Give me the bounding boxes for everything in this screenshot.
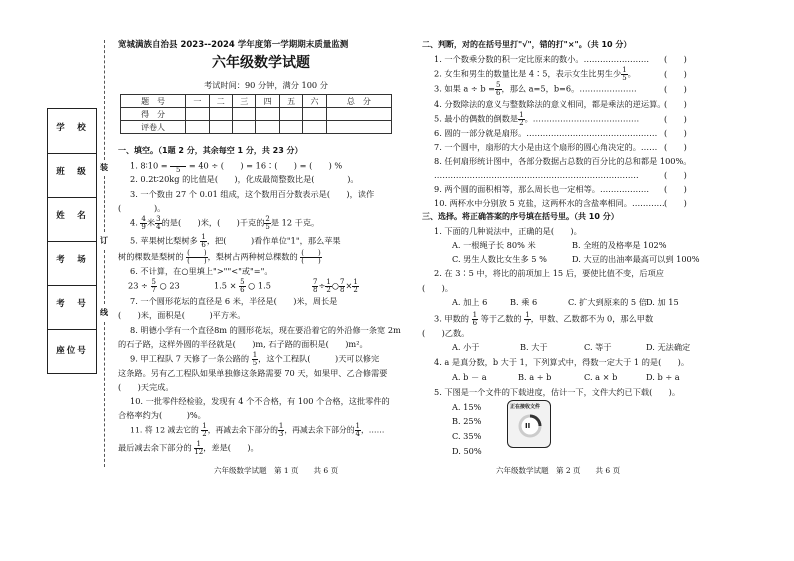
pause-icon[interactable]: II <box>525 422 531 430</box>
question-1-8a: 8. 明德小学有一个直径8m 的圆形花坛，现在要沿着它的外沿修一条宽 2m <box>130 325 401 335</box>
choice-q3b: ( )乙数。 <box>422 328 470 338</box>
question-1-10a: 10. 一批零件经检验，发现有 4 个不合格，有 100 个合格，这批零件的 <box>130 396 390 406</box>
choice-q2-opt-d[interactable]: D. 加 15 <box>646 297 679 307</box>
choice-q4-opt-d[interactable]: D. b ÷ a <box>646 372 680 382</box>
grader-cell[interactable] <box>256 121 279 134</box>
binding-mark-ding: 订 <box>100 236 108 245</box>
score-header-cell: 三 <box>233 95 256 108</box>
judge-paren[interactable]: ( ) <box>664 184 687 194</box>
question-1-9b: 这条路。另有乙工程队如果单独修这条路需要 70 天，如果甲、乙合修需要 <box>118 368 388 378</box>
score-header-cell: 五 <box>279 95 302 108</box>
judge-paren[interactable]: ( ) <box>664 54 687 64</box>
judge-paren[interactable]: ( ) <box>664 114 687 124</box>
choice-q4-opt-b[interactable]: B. a ÷ b <box>518 372 552 382</box>
score-header-cell: 一 <box>186 95 209 108</box>
question-1-10b: 合格率约为( )%。 <box>118 410 206 420</box>
choice-q2-opt-c[interactable]: C. 扩大到原来的 5 倍 <box>568 297 647 307</box>
question-1-7b: ( )米，面积是( )平方米。 <box>118 310 246 320</box>
question-1-11b: 最后减去余下部分的 $\frac{1}{12}$ ，差是( )。 <box>118 440 259 456</box>
choice-q1-opt-c[interactable]: C. 男生人数比女生多 5 % <box>452 254 547 264</box>
grader-cell[interactable] <box>279 121 302 134</box>
question-1-6c: 1.5 × $\frac{5}{6}$ ○ 1.5 <box>214 278 271 294</box>
judge-item-6: 6. 圆的一部分就是扇形。………………………………………… <box>434 128 658 138</box>
subject-title: 六年级数学试题 <box>212 55 310 71</box>
score-cell[interactable] <box>209 108 232 121</box>
choice-q5-opt-d[interactable]: D. 50% <box>452 446 482 456</box>
grader-cell[interactable] <box>303 121 326 134</box>
question-1-6a: 6. 不计算，在○里填上">""<"或"="。 <box>130 266 273 276</box>
judge-paren[interactable]: ( ) <box>664 69 687 79</box>
binding-mark-xian: 线 <box>100 308 108 317</box>
choice-q2-opt-a[interactable]: A. 加上 6 <box>452 297 488 307</box>
judge-item-7: 7. 一个圆中，扇形的大小是由这个扇形的圆心角决定的。…… <box>434 142 658 152</box>
grader-cell[interactable] <box>209 121 232 134</box>
grader-cell[interactable] <box>186 121 209 134</box>
choice-q3-opt-c[interactable]: C. 等于 <box>584 342 612 352</box>
label-seat-number: 座位号 <box>56 346 88 356</box>
label-exam-number: 考 号 <box>56 299 88 309</box>
exam-title: 宽城满族自治县 2023--2024 学年度第一学期期末质量监测 <box>118 40 349 50</box>
score-row-label: 得 分 <box>121 108 186 121</box>
score-header-cell: 四 <box>256 95 279 108</box>
choice-q4: 4. a 是真分数，b 大于 1，下列算式中，得数一定大于 1 的是( )。 <box>434 357 690 367</box>
judge-item-10: 10. 两杯水中分别放 5 克盐，这两杯水的含盐率相同。………… <box>434 198 665 208</box>
footer-left: 六年级数学试题 第 1 页 共 6 页 <box>214 466 339 475</box>
question-1-9c: ( )天完成。 <box>118 382 174 392</box>
choice-q1-opt-d[interactable]: D. 大豆的出油率最高可以到 100% <box>572 254 700 264</box>
choice-q5-opt-b[interactable]: B. 25% <box>452 416 482 426</box>
choice-q3a: 3. 甲数的 $\frac{1}{6}$ 等于乙数的 $\frac{1}{7}$ ，甲数、乙数都不为 0，那么甲数 <box>434 311 654 327</box>
question-1-6b: 23 ÷ $\frac{5}{7}$ ○ 23 <box>128 278 180 294</box>
binding-line <box>104 40 105 160</box>
choice-q3-opt-a[interactable]: A. 小于 <box>452 342 480 352</box>
choice-q3-opt-b[interactable]: B. 大于 <box>520 342 548 352</box>
label-exam-room: 考 场 <box>56 255 88 265</box>
score-header-cell: 题 号 <box>121 95 186 108</box>
question-1-7a: 7. 一个圆形花坛的直径是 6 米，半径是( )米，周长是 <box>130 296 338 306</box>
judge-item-1: 1. 一个数乘分数的积一定比原来的数小。…………………… <box>434 54 650 64</box>
question-1-9a: 9. 甲工程队 7 天修了一条公路的 $\frac{1}{5}$ ，这个工程队( )天可以修完 <box>130 351 380 367</box>
score-cell[interactable] <box>233 108 256 121</box>
choice-q4-opt-a[interactable]: A. b － a <box>452 372 487 382</box>
label-name: 姓 名 <box>56 211 88 221</box>
choice-q2-opt-b[interactable]: B. 乘 6 <box>510 297 538 307</box>
footer-right: 六年级数学试题 第 2 页 共 6 页 <box>496 466 621 475</box>
score-table <box>120 94 392 134</box>
choice-q1-opt-b[interactable]: B. 全班的及格率是 102% <box>572 240 667 250</box>
question-1-8b: 的石子路，这样外圆的半径就是( )m, 石子路的面积是( )m²。 <box>118 339 368 349</box>
label-class: 班 级 <box>56 167 88 177</box>
score-cell[interactable] <box>279 108 302 121</box>
score-header-cell: 总 分 <box>326 95 391 108</box>
section2-title: 二、判断，对的在括号里打"√"，错的打"×"。（共 10 分） <box>422 40 632 49</box>
judge-item-3: 3. 如果 a ÷ b = $\frac{5}{6}$ ，那么 a=5，b=6。………………… <box>434 81 637 97</box>
score-header-cell: 二 <box>209 95 232 108</box>
question-1-5a: 5. 苹果树比梨树多 $\frac{1}{6}$ ，把( )看作单位"1"，那么苹果 <box>130 233 341 249</box>
judge-item-5: 5. 最小的偶数的倒数是 $\frac{1}{2}$ 。………………………………… <box>434 111 640 127</box>
choice-q5-opt-a[interactable]: A. 15% <box>452 402 482 412</box>
question-1-1: 1. 8∶10 = 5 = 40 ÷ ( ) = 16∶( ) = ( ) % <box>130 160 343 174</box>
choice-q1: 1. 下面的几种说法中，正确的是( )。 <box>434 226 582 236</box>
choice-q2a: 2. 在 3∶5 中，将比的前项加上 15 后，要使比值不变，后项应 <box>434 268 664 278</box>
choice-q3-opt-d[interactable]: D. 无法确定 <box>646 342 691 352</box>
download-label: 正在接收文件 <box>510 404 541 410</box>
judge-paren[interactable]: ( ) <box>664 198 687 208</box>
question-1-11a: 11. 将 12 减去它的 $\frac{1}{2}$ ，再减去余下部分的 $\frac{1}{3}$ ，再减去余下部分的 $\frac{1}{4}$ ，…… <box>130 422 385 438</box>
judge-item-2: 2. 女生和男生的数量比是 4∶5，表示女生比男生少 $\frac{1}{5}$ 。 <box>434 66 636 82</box>
judge-paren[interactable]: ( ) <box>664 142 687 152</box>
exam-info: 考试时间：90 分钟，满分 100 分 <box>204 80 328 90</box>
question-1-3b: ( )。 <box>118 203 166 213</box>
label-school: 学 校 <box>56 123 88 133</box>
question-1-2: 2. 0.2t∶20kg 的比值是( )，化成最简整数比是( )。 <box>130 174 359 184</box>
question-1-5b: 树的棵数是梨树的 $\frac{( )}{( )}$ ，梨树占两种树总棵数的 $\frac{( )}{( )}$ <box>118 249 321 265</box>
section3-title: 三、选择。将正确答案的序号填在括号里。（共 10 分） <box>422 212 619 221</box>
score-cell[interactable] <box>256 108 279 121</box>
binding-mark-zhuang: 装 <box>100 163 108 172</box>
score-cell[interactable] <box>186 108 209 121</box>
choice-q5: 5. 下图是一个文件的下载进度，估计一下，文件大约已下载( )。 <box>434 387 681 397</box>
judge-item-4: 4. 分数除法的意义与整数除法的意义相同，都是乘法的逆运算。 <box>434 99 666 109</box>
judge-paren[interactable]: ( ) <box>664 99 687 109</box>
choice-q5-opt-c[interactable]: C. 35% <box>452 431 482 441</box>
download-widget <box>507 400 551 448</box>
judge-paren[interactable]: ( ) <box>664 128 687 138</box>
grader-cell[interactable] <box>233 121 256 134</box>
question-1-4: 4. $\frac{4}{9}$ 米 $\frac{3}{4}$ 的是( )米，( )千克的 $\frac{2}{5}$ 是 12 千克。 <box>130 215 320 231</box>
score-cell[interactable] <box>326 108 391 121</box>
judge-paren[interactable]: ( ) <box>664 84 687 94</box>
choice-q2b: ( )。 <box>422 283 453 293</box>
judge-paren[interactable]: ( ) <box>664 170 687 180</box>
question-1-3a: 3. 一个数由 27 个 0.01 组成，这个数用百分数表示是( )，读作 <box>130 189 375 199</box>
section1-title: 一、填空。（1题 2 分，其余每空 1 分，共 23 分） <box>118 146 303 155</box>
choice-q1-opt-a[interactable]: A. 一根绳子长 80% 米 <box>452 240 536 250</box>
student-info-box <box>47 108 97 374</box>
score-cell[interactable] <box>303 108 326 121</box>
score-header-cell: 六 <box>303 95 326 108</box>
choice-q4-opt-c[interactable]: C. a × b <box>584 372 618 382</box>
grader-cell[interactable] <box>326 121 391 134</box>
judge-item-8: 8. 任何扇形统计图中，各部分数据占总数的百分比的总和都是 100%。 <box>434 156 692 166</box>
question-1-6d: $\frac{7}{8}$ ÷ $\frac{1}{2}$ ○ $\frac{7}{8}$ × $\frac{1}{2}$ <box>313 278 358 294</box>
judge-item-8-cont: ………………………………………………………………… <box>434 170 639 180</box>
score-row-label: 评卷人 <box>121 121 186 134</box>
judge-item-9: 9. 两个圆的面积相等，那么周长也一定相等。……………… <box>434 184 650 194</box>
